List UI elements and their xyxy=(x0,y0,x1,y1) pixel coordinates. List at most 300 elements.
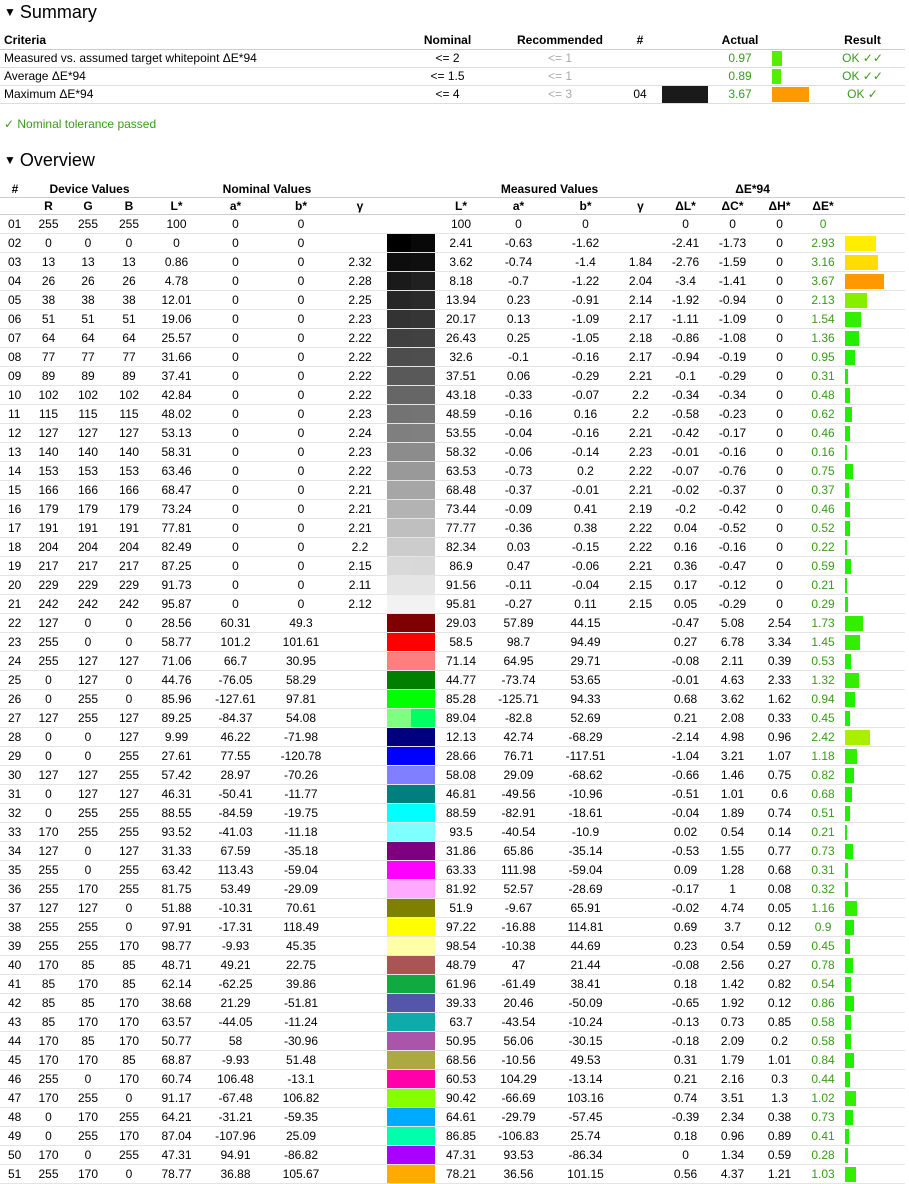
nominal-gamma-cell: 2.22 xyxy=(335,386,385,405)
g-cell: 0 xyxy=(67,842,109,861)
measured-a-cell: 42.74 xyxy=(485,728,552,747)
measured-a-cell: -106.83 xyxy=(485,1127,552,1146)
delta-e-cell: 0.73 xyxy=(803,842,843,861)
nominal-a-cell: 21.29 xyxy=(204,994,267,1013)
measured-gamma-cell: 2.2 xyxy=(619,386,662,405)
measured-a-cell: -0.16 xyxy=(485,405,552,424)
nominal-header: Nominal xyxy=(395,32,500,50)
patch-swatch xyxy=(385,1051,437,1070)
column-header: L* xyxy=(149,198,204,215)
patch-num-cell: 40 xyxy=(0,956,30,975)
patch-swatch xyxy=(385,538,437,557)
delta-e-bar xyxy=(843,690,905,709)
measured-b-cell: -10.9 xyxy=(552,823,619,842)
patch-swatch xyxy=(660,68,710,86)
nominal-b-cell: 30.95 xyxy=(267,652,335,671)
delta-l-cell: -0.08 xyxy=(662,956,709,975)
delta-e-bar xyxy=(843,1032,905,1051)
b-cell: 0 xyxy=(109,918,149,937)
table-row xyxy=(0,766,905,785)
measured-l-cell: 86.85 xyxy=(437,1127,485,1146)
patch-num-cell xyxy=(620,68,660,86)
table-row xyxy=(0,253,905,272)
delta-e-bar xyxy=(843,291,905,310)
nominal-a-cell: -31.21 xyxy=(204,1108,267,1127)
measured-gamma-cell xyxy=(619,861,662,880)
measured-l-cell: 91.56 xyxy=(437,576,485,595)
column-header: ΔL* xyxy=(662,198,709,215)
nominal-l-cell: 47.31 xyxy=(149,1146,204,1165)
r-cell: 0 xyxy=(30,690,67,709)
patch-num-cell: 19 xyxy=(0,557,30,576)
summary-table xyxy=(0,32,905,104)
measured-l-cell: 8.18 xyxy=(437,272,485,291)
nominal-a-cell: 0 xyxy=(204,500,267,519)
delta-h-cell: 0 xyxy=(756,310,803,329)
nominal-a-cell: -9.93 xyxy=(204,937,267,956)
measured-l-cell: 46.81 xyxy=(437,785,485,804)
b-cell: 127 xyxy=(109,842,149,861)
g-cell: 153 xyxy=(67,462,109,481)
delta-h-cell: 1.21 xyxy=(756,1165,803,1184)
delta-e-bar xyxy=(843,633,905,652)
measured-gamma-cell xyxy=(619,1089,662,1108)
nominal-l-cell: 88.55 xyxy=(149,804,204,823)
nominal-a-cell: 46.22 xyxy=(204,728,267,747)
nominal-gamma-cell xyxy=(335,1108,385,1127)
b-cell: 0 xyxy=(109,1089,149,1108)
delta-c-cell: -0.52 xyxy=(709,519,756,538)
measured-b-cell: 101.15 xyxy=(552,1165,619,1184)
delta-e-cell: 0.21 xyxy=(803,823,843,842)
patch-swatch xyxy=(385,1165,437,1184)
measured-b-cell: 52.69 xyxy=(552,709,619,728)
measured-gamma-cell: 1.84 xyxy=(619,253,662,272)
measured-l-cell: 63.53 xyxy=(437,462,485,481)
delta-e-cell: 0.45 xyxy=(803,937,843,956)
measured-l-cell: 20.17 xyxy=(437,310,485,329)
measured-a-cell: 0 xyxy=(485,215,552,234)
delta-c-cell: -0.42 xyxy=(709,500,756,519)
nominal-b-cell: 118.49 xyxy=(267,918,335,937)
measured-b-cell: -0.29 xyxy=(552,367,619,386)
patch-swatch xyxy=(385,424,437,443)
delta-e-cell: 0.75 xyxy=(803,462,843,481)
delta-e-bar xyxy=(843,861,905,880)
delta-l-cell: -0.66 xyxy=(662,766,709,785)
patch-swatch xyxy=(385,728,437,747)
measured-l-cell: 3.62 xyxy=(437,253,485,272)
delta-e-cell: 0.41 xyxy=(803,1127,843,1146)
table-row xyxy=(0,576,905,595)
delta-e-bar xyxy=(843,709,905,728)
measured-l-cell: 78.21 xyxy=(437,1165,485,1184)
nominal-gamma-cell: 2.12 xyxy=(335,595,385,614)
r-cell: 255 xyxy=(30,633,67,652)
nominal-gamma-cell: 2.23 xyxy=(335,310,385,329)
g-cell: 255 xyxy=(67,918,109,937)
measured-l-cell: 48.59 xyxy=(437,405,485,424)
delta-l-cell: -0.2 xyxy=(662,500,709,519)
r-cell: 102 xyxy=(30,386,67,405)
nominal-gamma-cell: 2.25 xyxy=(335,291,385,310)
g-cell: 13 xyxy=(67,253,109,272)
measured-a-cell: -0.74 xyxy=(485,253,552,272)
delta-e-cell: 3.67 xyxy=(803,272,843,291)
nominal-l-cell: 44.76 xyxy=(149,671,204,690)
g-cell: 26 xyxy=(67,272,109,291)
measured-a-cell: -61.49 xyxy=(485,975,552,994)
nominal-gamma-cell xyxy=(335,975,385,994)
g-cell: 0 xyxy=(67,1070,109,1089)
delta-e-cell: 0.78 xyxy=(803,956,843,975)
delta-l-cell: -2.76 xyxy=(662,253,709,272)
patch-swatch xyxy=(385,766,437,785)
g-cell: 0 xyxy=(67,614,109,633)
delta-h-cell: 0 xyxy=(756,367,803,386)
patch-swatch xyxy=(385,633,437,652)
measured-gamma-cell: 2.14 xyxy=(619,291,662,310)
nominal-a-cell: -44.05 xyxy=(204,1013,267,1032)
measured-a-cell: -0.09 xyxy=(485,500,552,519)
b-cell: 102 xyxy=(109,386,149,405)
delta-e-cell: 0 xyxy=(803,215,843,234)
measured-b-cell: 103.16 xyxy=(552,1089,619,1108)
nominal-b-cell: 0 xyxy=(267,386,335,405)
delta-h-cell: 0 xyxy=(756,253,803,272)
delta-h-cell: 0 xyxy=(756,500,803,519)
delta-c-cell: 0.73 xyxy=(709,1013,756,1032)
measured-gamma-cell xyxy=(619,975,662,994)
measured-b-cell: -0.06 xyxy=(552,557,619,576)
g-cell: 140 xyxy=(67,443,109,462)
table-row xyxy=(0,975,905,994)
nominal-a-cell: 0 xyxy=(204,367,267,386)
delta-e-cell: 0.54 xyxy=(803,975,843,994)
measured-l-cell: 77.77 xyxy=(437,519,485,538)
b-cell: 170 xyxy=(109,1032,149,1051)
nominal-gamma-cell: 2.22 xyxy=(335,329,385,348)
measured-gamma-cell: 2.21 xyxy=(619,424,662,443)
delta-e-cell: 0.82 xyxy=(803,766,843,785)
delta-l-cell: 0.04 xyxy=(662,519,709,538)
nominal-l-cell: 42.84 xyxy=(149,386,204,405)
result-cell: OK ✓✓ xyxy=(820,68,905,86)
delta-e-bar xyxy=(843,747,905,766)
nominal-gamma-cell xyxy=(335,1165,385,1184)
delta-e-bar xyxy=(843,576,905,595)
delta-l-cell: 0.27 xyxy=(662,633,709,652)
r-cell: 0 xyxy=(30,1127,67,1146)
delta-h-cell: 0.3 xyxy=(756,1070,803,1089)
r-cell: 255 xyxy=(30,918,67,937)
table-row xyxy=(0,728,905,747)
measured-b-cell: -86.34 xyxy=(552,1146,619,1165)
measured-a-cell: -125.71 xyxy=(485,690,552,709)
measured-l-cell: 32.6 xyxy=(437,348,485,367)
measured-b-cell: 38.41 xyxy=(552,975,619,994)
delta-e-cell: 1.45 xyxy=(803,633,843,652)
summary-title[interactable]: ▼ Summary xyxy=(4,2,97,22)
patch-swatch xyxy=(660,86,710,104)
nominal-l-cell: 93.52 xyxy=(149,823,204,842)
delta-e-bar xyxy=(843,728,905,747)
patch-num-cell: 31 xyxy=(0,785,30,804)
r-cell: 153 xyxy=(30,462,67,481)
nominal-b-cell: -70.26 xyxy=(267,766,335,785)
measured-gamma-cell xyxy=(619,785,662,804)
measured-l-cell: 58.5 xyxy=(437,633,485,652)
patch-swatch xyxy=(385,1032,437,1051)
measured-a-cell: 47 xyxy=(485,956,552,975)
patch-num-cell xyxy=(620,50,660,68)
delta-c-cell: 0.96 xyxy=(709,1127,756,1146)
measured-l-cell: 26.43 xyxy=(437,329,485,348)
b-cell: 0 xyxy=(109,1165,149,1184)
delta-e-cell: 0.46 xyxy=(803,500,843,519)
measured-a-cell: -16.88 xyxy=(485,918,552,937)
patch-swatch xyxy=(385,1146,437,1165)
delta-e-bar xyxy=(843,937,905,956)
delta-l-cell: 0 xyxy=(662,215,709,234)
measured-a-cell: -0.11 xyxy=(485,576,552,595)
table-row xyxy=(0,842,905,861)
patch-num-cell: 29 xyxy=(0,747,30,766)
patch-swatch xyxy=(385,234,437,253)
patch-swatch xyxy=(660,50,710,68)
nominal-b-cell: -59.04 xyxy=(267,861,335,880)
patch-swatch xyxy=(385,367,437,386)
g-cell: 51 xyxy=(67,310,109,329)
nominal-gamma-cell xyxy=(335,823,385,842)
r-cell: 0 xyxy=(30,804,67,823)
patch-num-cell: 41 xyxy=(0,975,30,994)
nominal-gamma-cell: 2.23 xyxy=(335,443,385,462)
table-row xyxy=(0,918,905,937)
r-cell: 242 xyxy=(30,595,67,614)
measured-a-cell: -0.7 xyxy=(485,272,552,291)
b-cell: 51 xyxy=(109,310,149,329)
b-cell: 255 xyxy=(109,1146,149,1165)
nominal-b-cell: 22.75 xyxy=(267,956,335,975)
r-cell: 166 xyxy=(30,481,67,500)
b-cell: 255 xyxy=(109,215,149,234)
g-cell: 255 xyxy=(67,937,109,956)
measured-l-cell: 95.81 xyxy=(437,595,485,614)
patch-num-cell: 50 xyxy=(0,1146,30,1165)
nominal-a-cell: 0 xyxy=(204,576,267,595)
nominal-gamma-cell: 2.2 xyxy=(335,538,385,557)
measured-b-cell: -0.91 xyxy=(552,291,619,310)
delta-c-cell: 1.42 xyxy=(709,975,756,994)
delta-h-cell: 0 xyxy=(756,234,803,253)
patch-swatch xyxy=(385,291,437,310)
nominal-l-cell: 53.13 xyxy=(149,424,204,443)
delta-c-cell: 1.79 xyxy=(709,1051,756,1070)
delta-h-cell: 0.12 xyxy=(756,918,803,937)
measured-a-cell: -0.27 xyxy=(485,595,552,614)
measured-gamma-cell xyxy=(619,633,662,652)
nominal-b-cell: 0 xyxy=(267,576,335,595)
table-row xyxy=(0,462,905,481)
delta-h-cell: 1.01 xyxy=(756,1051,803,1070)
delta-e-cell: 0.73 xyxy=(803,1108,843,1127)
measured-gamma-cell: 2.18 xyxy=(619,329,662,348)
measured-b-cell: 0.16 xyxy=(552,405,619,424)
tolerance-status: ✓ Nominal tolerance passed xyxy=(4,117,157,131)
patch-swatch xyxy=(385,500,437,519)
patch-num-cell: 44 xyxy=(0,1032,30,1051)
patch-num-cell: 49 xyxy=(0,1127,30,1146)
measured-l-cell: 28.66 xyxy=(437,747,485,766)
delta-e-bar xyxy=(843,956,905,975)
overview-title[interactable]: ▼ Overview xyxy=(4,150,95,170)
measured-gamma-cell xyxy=(619,1127,662,1146)
patch-swatch xyxy=(385,747,437,766)
measured-a-cell: -10.38 xyxy=(485,937,552,956)
delta-e-bar xyxy=(843,804,905,823)
delta-e-bar xyxy=(843,443,905,462)
measured-a-cell: -43.54 xyxy=(485,1013,552,1032)
measured-a-cell: -82.8 xyxy=(485,709,552,728)
nominal-gamma-cell: 2.15 xyxy=(335,557,385,576)
nominal-b-cell: -19.75 xyxy=(267,804,335,823)
delta-l-cell: 0.09 xyxy=(662,861,709,880)
delta-e-bar xyxy=(843,1165,905,1184)
table-row xyxy=(0,481,905,500)
delta-h-cell: 0.12 xyxy=(756,994,803,1013)
patch-swatch xyxy=(385,386,437,405)
b-cell: 255 xyxy=(109,766,149,785)
nominal-a-cell: -10.31 xyxy=(204,899,267,918)
b-cell: 179 xyxy=(109,500,149,519)
delta-h-cell: 0.75 xyxy=(756,766,803,785)
summary-row xyxy=(0,50,905,68)
r-cell: 0 xyxy=(30,728,67,747)
column-header: a* xyxy=(204,198,267,215)
delta-c-cell: 2.16 xyxy=(709,1070,756,1089)
measured-gamma-cell xyxy=(619,766,662,785)
measured-b-cell: -1.62 xyxy=(552,234,619,253)
delta-e-cell: 0.28 xyxy=(803,1146,843,1165)
column-header: γ xyxy=(335,198,385,215)
b-cell: 0 xyxy=(109,614,149,633)
nominal-gamma-cell xyxy=(335,652,385,671)
r-cell: 89 xyxy=(30,367,67,386)
measured-gamma-cell xyxy=(619,1013,662,1032)
patch-swatch xyxy=(385,709,437,728)
measured-l-cell: 43.18 xyxy=(437,386,485,405)
delta-l-cell: 0.31 xyxy=(662,1051,709,1070)
nominal-b-cell: 54.08 xyxy=(267,709,335,728)
nominal-gamma-cell: 2.22 xyxy=(335,462,385,481)
nominal-b-cell: -13.1 xyxy=(267,1070,335,1089)
delta-e-cell: 1.02 xyxy=(803,1089,843,1108)
measured-b-cell: 114.81 xyxy=(552,918,619,937)
patch-num-cell: 35 xyxy=(0,861,30,880)
delta-e-cell: 0.45 xyxy=(803,709,843,728)
g-cell: 204 xyxy=(67,538,109,557)
nominal-a-cell: -50.41 xyxy=(204,785,267,804)
r-cell: 170 xyxy=(30,1146,67,1165)
nominal-a-cell: 58 xyxy=(204,1032,267,1051)
nominal-a-cell: -76.05 xyxy=(204,671,267,690)
nominal-a-cell: 94.91 xyxy=(204,1146,267,1165)
r-cell: 255 xyxy=(30,1070,67,1089)
collapse-triangle-icon: ▼ xyxy=(4,153,16,167)
patch-num-cell: 10 xyxy=(0,386,30,405)
measured-a-cell: 64.95 xyxy=(485,652,552,671)
nominal-l-cell: 50.77 xyxy=(149,1032,204,1051)
measured-a-cell: 56.06 xyxy=(485,1032,552,1051)
nominal-l-cell: 91.17 xyxy=(149,1089,204,1108)
measured-gamma-cell xyxy=(619,899,662,918)
measured-l-cell: 89.04 xyxy=(437,709,485,728)
delta-h-cell: 0.08 xyxy=(756,880,803,899)
g-cell: 64 xyxy=(67,329,109,348)
nominal-gamma-cell: 2.24 xyxy=(335,424,385,443)
measured-b-cell: 0.41 xyxy=(552,500,619,519)
measured-gamma-cell: 2.23 xyxy=(619,443,662,462)
measured-a-cell: -0.63 xyxy=(485,234,552,253)
table-row xyxy=(0,1165,905,1184)
delta-l-cell: -3.4 xyxy=(662,272,709,291)
delta-h-cell: 0 xyxy=(756,405,803,424)
delta-e-cell: 0.62 xyxy=(803,405,843,424)
nominal-a-cell: 0 xyxy=(204,443,267,462)
measured-b-cell: -30.15 xyxy=(552,1032,619,1051)
measured-gamma-cell: 2.21 xyxy=(619,481,662,500)
delta-e-bar xyxy=(843,234,905,253)
nominal-gamma-cell xyxy=(335,1070,385,1089)
patch-num-cell: 38 xyxy=(0,918,30,937)
delta-c-cell: 1.28 xyxy=(709,861,756,880)
measured-gamma-cell: 2.22 xyxy=(619,462,662,481)
patch-swatch xyxy=(385,861,437,880)
g-cell: 85 xyxy=(67,1032,109,1051)
column-header: γ xyxy=(619,198,662,215)
measured-gamma-cell xyxy=(619,614,662,633)
nominal-l-cell: 81.75 xyxy=(149,880,204,899)
measured-a-cell: 93.53 xyxy=(485,1146,552,1165)
r-cell: 127 xyxy=(30,424,67,443)
patch-swatch xyxy=(385,994,437,1013)
g-cell: 38 xyxy=(67,291,109,310)
r-cell: 0 xyxy=(30,747,67,766)
nominal-l-cell: 28.56 xyxy=(149,614,204,633)
patch-swatch xyxy=(385,443,437,462)
delta-e-bar xyxy=(843,329,905,348)
measured-l-cell: 13.94 xyxy=(437,291,485,310)
delta-e-bar xyxy=(843,823,905,842)
actual-cell: 0.97 xyxy=(710,50,770,68)
nominal-a-cell: 106.48 xyxy=(204,1070,267,1089)
delta-c-cell: -0.34 xyxy=(709,386,756,405)
patch-num-cell: 03 xyxy=(0,253,30,272)
nominal-l-cell: 63.57 xyxy=(149,1013,204,1032)
nominal-b-cell: 0 xyxy=(267,234,335,253)
measured-l-cell: 37.51 xyxy=(437,367,485,386)
measured-l-cell: 85.28 xyxy=(437,690,485,709)
b-cell: 255 xyxy=(109,880,149,899)
delta-c-cell: -0.94 xyxy=(709,291,756,310)
nominal-gamma-cell xyxy=(335,804,385,823)
measured-gamma-cell xyxy=(619,215,662,234)
patch-num-cell: 01 xyxy=(0,215,30,234)
table-row xyxy=(0,804,905,823)
nominal-gamma-cell: 2.21 xyxy=(335,519,385,538)
measured-a-cell: -0.1 xyxy=(485,348,552,367)
